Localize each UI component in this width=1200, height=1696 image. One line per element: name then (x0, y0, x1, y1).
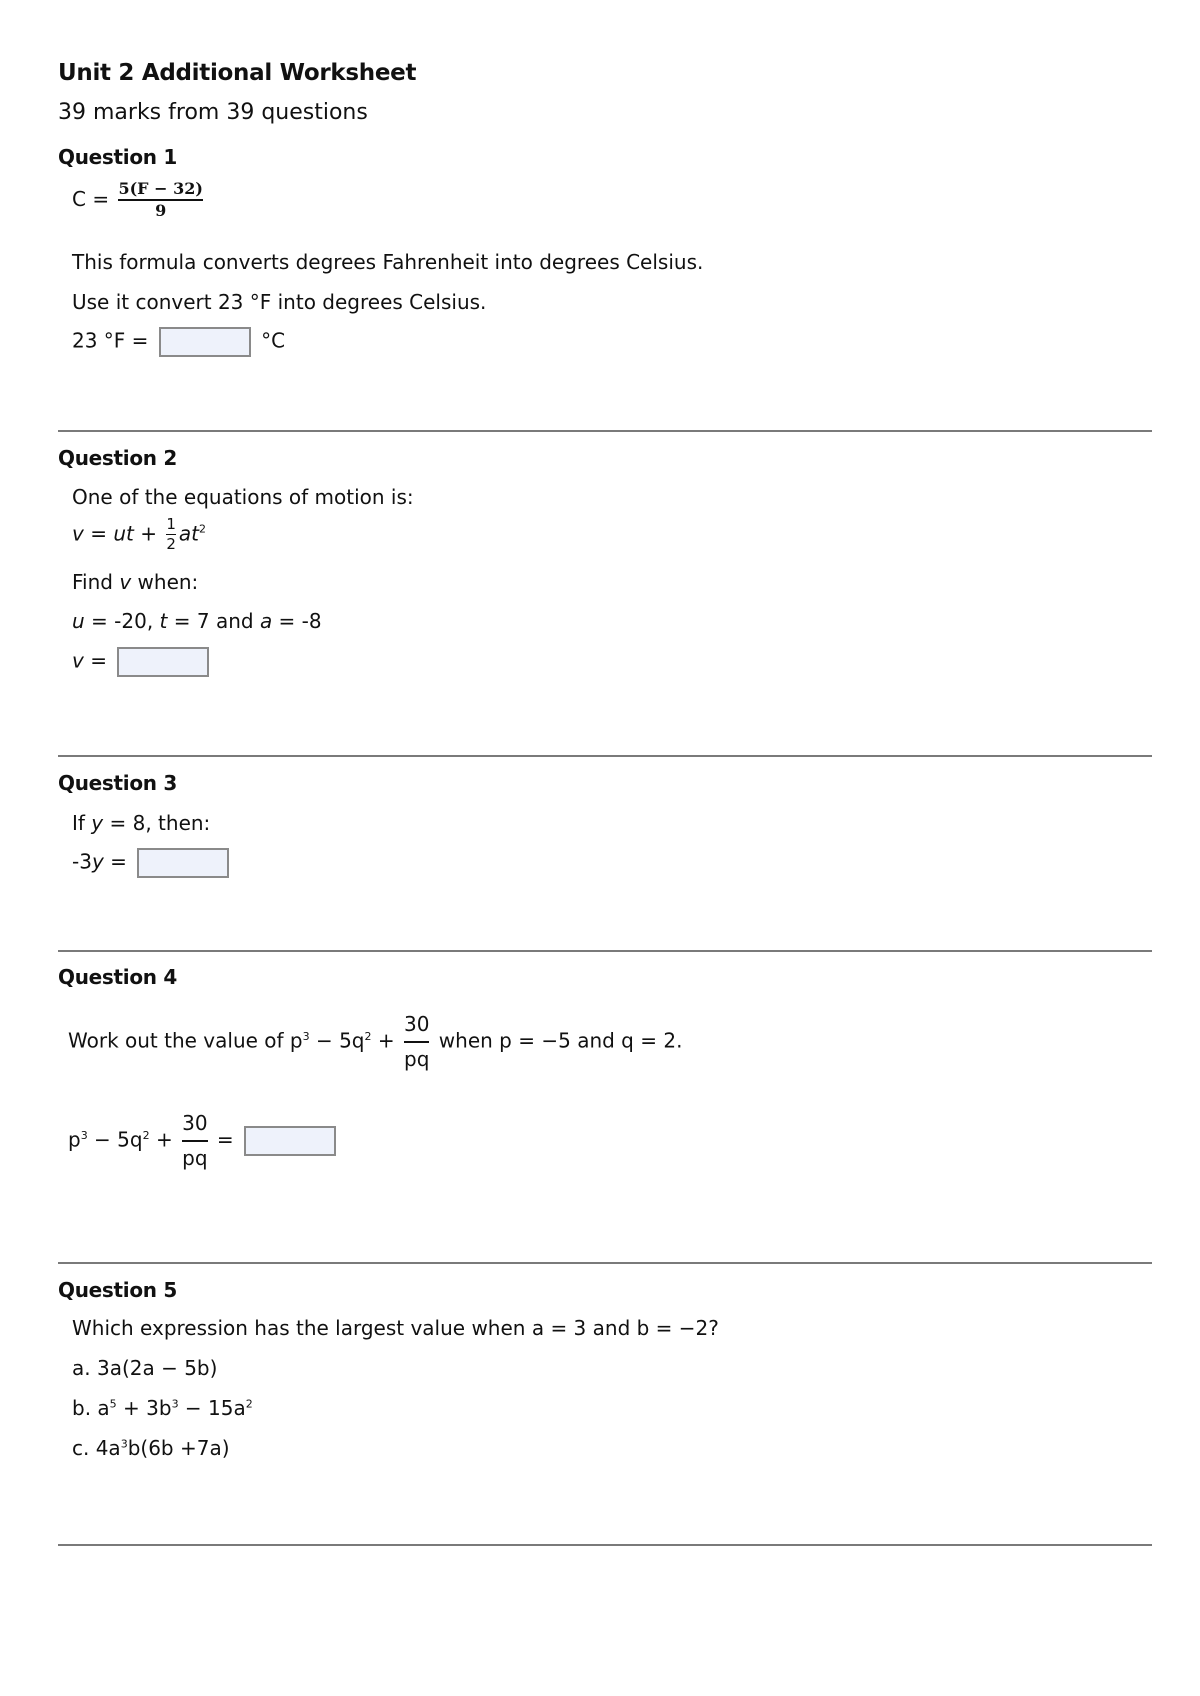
q2-given-a: a (259, 609, 273, 633)
q5-option-b (72, 1396, 253, 1420)
q2-eq-plus: + (133, 521, 164, 546)
q5-opt-b-exp-2: 3 (171, 1397, 179, 1411)
q1-formula-numerator: 5(F − 32) (118, 179, 203, 198)
q5-question: Which expression has the largest value when a = 3 and b = −2? (72, 1316, 719, 1340)
q2-given (72, 609, 322, 633)
q4-frac-numerator: 30 (404, 1012, 430, 1036)
q2-eq-half (166, 516, 176, 554)
q4-frac-denominator: pq (404, 1047, 430, 1071)
q1-text-2: Use it convert 23 °F into degrees Celsius. (72, 290, 487, 314)
q4-answer-frac-denominator: pq (182, 1146, 208, 1170)
divider (58, 430, 1152, 432)
divider (58, 950, 1152, 952)
q4-answer-p: p (68, 1127, 81, 1152)
q1-formula-lhs: C = (72, 186, 110, 211)
q5-opt-b-mid2: − 15a (178, 1396, 246, 1420)
q4-answer-fraction (182, 1108, 207, 1174)
q5-option-a: a. 3a(2a − 5b) (72, 1356, 218, 1380)
q3-answer-row (72, 848, 233, 878)
fraction-bar (404, 1041, 429, 1043)
question-1-title: Question 1 (58, 145, 177, 169)
q4-answer-input[interactable] (244, 1126, 336, 1156)
q3-answer-input[interactable] (137, 848, 229, 878)
q4-text-pre: Work out the value of p (68, 1028, 303, 1053)
q3-answer-pre: -3 (72, 849, 92, 874)
q5-opt-b-exp-1: 5 (109, 1397, 117, 1411)
question-3-title: Question 3 (58, 771, 177, 795)
q4-answer-frac-numerator: 30 (182, 1111, 208, 1135)
fraction-bar (182, 1140, 207, 1142)
q2-given-t-val: = 7 and (167, 609, 260, 633)
q2-find-var: v (119, 570, 132, 594)
q4-exp-3: 3 (302, 1029, 310, 1043)
q4-plus: + (371, 1028, 401, 1053)
q2-find (72, 570, 198, 594)
q2-given-t: t (159, 609, 168, 633)
q3-answer-equals: = (103, 849, 127, 874)
worksheet-subtitle: 39 marks from 39 questions (58, 100, 368, 125)
q5-opt-b-exp-3: 2 (245, 1397, 253, 1411)
question-5-title: Question 5 (58, 1278, 177, 1302)
q2-find-post: when: (131, 570, 199, 594)
divider (58, 1544, 1152, 1546)
q3-text-var: y (91, 811, 104, 835)
q4-fraction (404, 1009, 429, 1075)
q2-given-a-val: = -8 (272, 609, 322, 633)
q2-answer-row (72, 647, 213, 677)
q2-equation (72, 516, 206, 554)
q4-text-post: when p = −5 and q = 2. (432, 1028, 683, 1053)
q2-half-denominator: 2 (166, 535, 176, 554)
q1-answer-input[interactable] (159, 327, 251, 357)
q3-text-post: = 8, then: (103, 811, 211, 835)
q3-answer-var: y (91, 849, 104, 874)
q2-given-u-val: = -20, (84, 609, 160, 633)
q2-eq-var-v: v (72, 521, 84, 546)
q4-exp-2: 2 (364, 1029, 372, 1043)
q4-answer-equals: = (210, 1127, 234, 1152)
q3-text (72, 811, 210, 835)
q1-formula-fraction (118, 180, 202, 221)
q2-intro: One of the equations of motion is: (72, 485, 414, 509)
q2-answer-equals: = (83, 648, 107, 673)
q4-answer-mid: − 5q (87, 1127, 143, 1152)
q2-eq-equals: = (83, 521, 114, 546)
q5-opt-b-mid: + 3b (116, 1396, 172, 1420)
q4-mid: − 5q (309, 1028, 365, 1053)
question-4-title: Question 4 (58, 965, 177, 989)
q2-eq-var-t2: t (191, 521, 199, 546)
q1-answer-suffix: °C (261, 328, 286, 353)
divider (58, 755, 1152, 757)
q5-option-c (72, 1436, 230, 1460)
divider (58, 1262, 1152, 1264)
q1-answer-row (72, 327, 285, 357)
worksheet-title: Unit 2 Additional Worksheet (58, 60, 417, 86)
q5-opt-c-exp-1: 3 (120, 1437, 128, 1451)
q4-text (68, 1009, 682, 1075)
q2-eq-var-a: a (178, 521, 192, 546)
q5-opt-b-pre: b. a (72, 1396, 110, 1420)
q2-half-numerator: 1 (166, 515, 176, 533)
q4-answer-exp-2: 2 (142, 1128, 150, 1142)
q4-answer-plus: + (149, 1127, 180, 1152)
q1-answer-prefix: 23 °F = (72, 328, 149, 353)
q5-opt-c-pre: c. 4a (72, 1436, 121, 1460)
q1-formula (72, 180, 206, 221)
q1-text-1: This formula converts degrees Fahrenheit into degrees Celsius. (72, 250, 704, 274)
q2-eq-exponent: 2 (199, 522, 206, 536)
q5-opt-c-post: b(6b +7a) (127, 1436, 230, 1460)
q2-find-pre: Find (72, 570, 120, 594)
q2-answer-input[interactable] (117, 647, 209, 677)
q2-given-u: u (72, 609, 85, 633)
q2-answer-var: v (72, 648, 84, 673)
q3-text-pre: If (72, 811, 92, 835)
q4-answer-exp-3: 3 (80, 1128, 88, 1142)
question-2-title: Question 2 (58, 446, 177, 470)
q1-formula-denominator: 9 (155, 201, 167, 221)
q2-eq-var-u: u (113, 521, 127, 546)
q4-answer-row (68, 1108, 340, 1174)
q2-eq-var-t: t (126, 521, 134, 546)
